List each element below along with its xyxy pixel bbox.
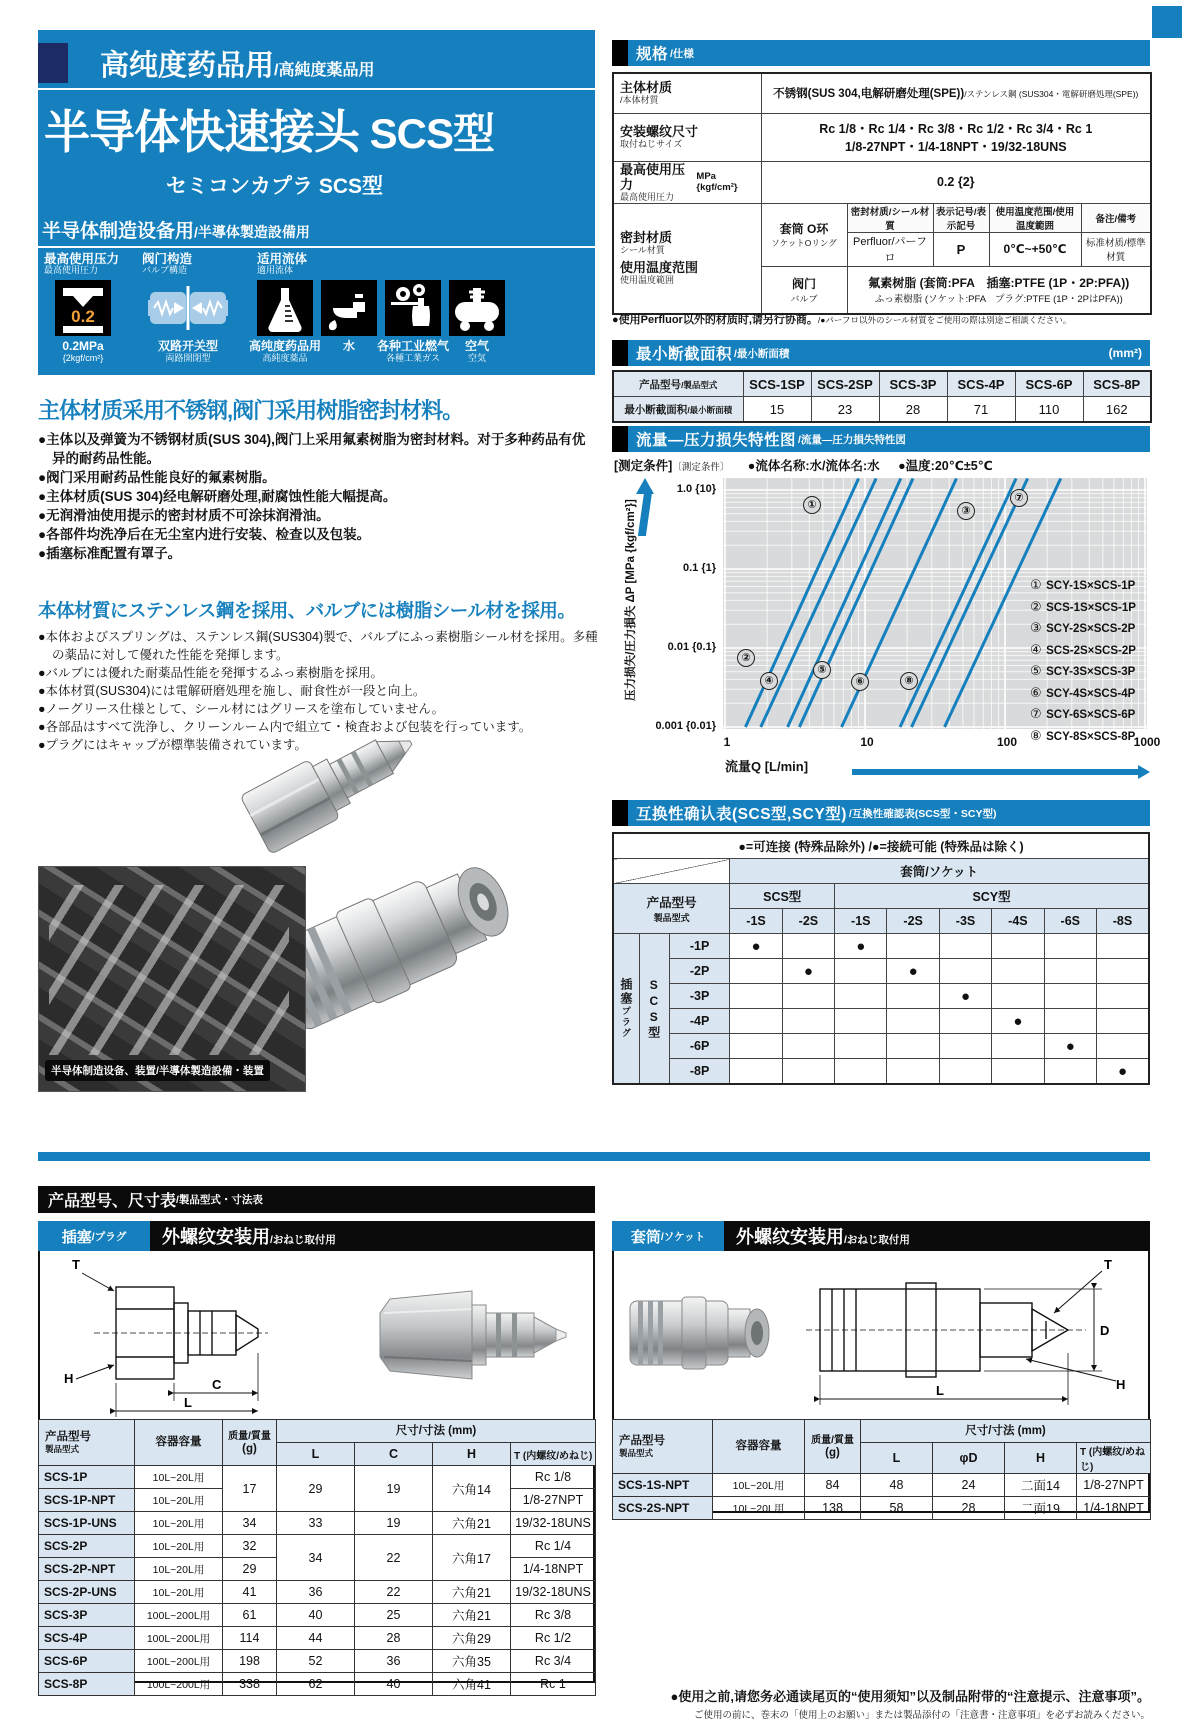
compat-cell — [835, 959, 887, 984]
min-area-value: 28 — [879, 397, 947, 423]
compat-cell — [730, 1059, 782, 1085]
compat-cell — [835, 1009, 887, 1034]
legend-item: ③ SCY-2S×SCS-2P — [1030, 620, 1136, 635]
feature-bullet: ●阀门采用耐药品性能良好的氟素树脂。 — [38, 470, 276, 485]
category-jp: /高純度薬品用 — [274, 62, 375, 79]
pressure-value-glyph: 0.2 — [71, 307, 95, 326]
table-row: SCS-2P-UNS 10L~20L用 41 36 22 六角21 19/32-18UNS — [39, 1581, 596, 1604]
compat-cell — [1096, 1034, 1149, 1059]
compat-cell — [887, 1059, 939, 1085]
socket-size-header: -4S — [992, 909, 1044, 934]
plug-dimension-drawing — [54, 1253, 364, 1421]
model-header: SCS-2SP — [811, 371, 879, 397]
plug-panel — [38, 1251, 595, 1692]
svg-text:C: C — [212, 1377, 222, 1392]
table-row: SCS-1S-NPT 10L~20L用 84 48 24 二面14 1/8-27NPT — [613, 1474, 1151, 1497]
series-marker: ① — [803, 496, 821, 514]
compat-cell — [939, 1009, 991, 1034]
compat-table — [612, 832, 1150, 1085]
col-header-D: φD — [933, 1443, 1005, 1474]
compat-cell — [1044, 1059, 1096, 1085]
feature-bullet: ●バルブには優れた耐薬品性能を発揮するふっ素樹脂を採用。 — [38, 666, 384, 680]
compat-cell — [939, 1034, 991, 1059]
icon-caption: 空气 空気 — [464, 339, 489, 363]
spec-value: 0.2 {2} — [761, 161, 1151, 203]
plug-heading: 外螺纹安装用/おねじ取付用 — [162, 1227, 336, 1247]
group-label-pressure: 最高使用压力 最高使用圧力 — [44, 252, 120, 275]
x-tick: 1 — [723, 735, 731, 749]
industrial-gas-icon — [385, 280, 441, 336]
compat-cell — [782, 984, 834, 1009]
col-header-T: T (内螺纹/めねじ) — [1077, 1443, 1151, 1474]
plug-dims-table — [38, 1419, 596, 1696]
svg-text:H: H — [64, 1371, 74, 1386]
chemical-flask-icon — [257, 280, 313, 336]
series-marker: ④ — [760, 672, 778, 690]
application-title: 半导体制造设备用/半導体製造設備用 — [42, 221, 310, 242]
compat-cell — [939, 1059, 991, 1085]
series-marker: ③ — [957, 502, 975, 520]
category-cn: 高纯度药品用 — [100, 50, 275, 82]
hero-panel — [38, 30, 595, 375]
series-marker: ⑤ — [813, 661, 831, 679]
compat-cell — [992, 1034, 1044, 1059]
x-tick: 1000 — [1133, 735, 1161, 749]
min-area-value: 110 — [1015, 397, 1083, 423]
compat-cell — [939, 934, 991, 959]
compat-cell — [1044, 1009, 1096, 1034]
model-header: SCS-8P — [1083, 371, 1151, 397]
min-area-value: 15 — [743, 397, 811, 423]
chart-x-axis-label: 流量Q [L/min] — [725, 759, 809, 774]
socket-panel — [612, 1251, 1150, 1516]
feature-bullet: ●插塞标准配置有罩子。 — [38, 546, 182, 561]
spec-valve-label: 阀门 バルブ — [761, 266, 847, 314]
spec-value: 标准材质/標準材質 — [1081, 232, 1151, 266]
series-marker: ⑧ — [900, 672, 918, 690]
compat-cell — [992, 934, 1044, 959]
table-row: SCS-2S-NPT 10L~20L用 138 58 28 二面19 1/4-18NPT — [613, 1497, 1151, 1520]
table-row: SCS-1P-NPT 10L~20L用 1/8-27NPT — [39, 1489, 596, 1512]
water-faucet-icon — [321, 280, 377, 336]
spec-row-label: 密封材质 シール材質 使用温度范围 使用温度範囲 — [613, 203, 761, 314]
compat-cell — [835, 984, 887, 1009]
x-axis-arrow-icon — [1138, 765, 1150, 779]
series-marker: ② — [737, 649, 755, 667]
col-header-dims: 尺寸/寸法 (mm) — [277, 1420, 596, 1443]
socket-subsection-header — [612, 1221, 1150, 1251]
spec-oring-label: 套筒 O环 ソケットOリング — [761, 203, 847, 266]
svg-text:T: T — [1104, 1257, 1112, 1272]
x-tick: 10 — [860, 735, 874, 749]
feature-bullet: ●各部件均洗净后在无尘室内进行安装、检查以及包装。 — [38, 527, 371, 542]
compat-cell — [782, 1034, 834, 1059]
compat-cell — [1044, 934, 1096, 959]
page-title: 半导体快速接头 SCS型 — [44, 106, 495, 158]
min-area-unit: (mm²) — [1108, 346, 1142, 360]
max-pressure-icon — [55, 280, 111, 336]
compat-cell — [782, 1009, 834, 1034]
compat-cell — [1096, 934, 1149, 959]
plug-size-label: -6P — [669, 1034, 729, 1059]
compat-cell: ● — [835, 934, 887, 959]
compat-note: ●=可连接 (特殊品除外) /●=接続可能 (特殊品は除く) — [613, 833, 1149, 859]
model-name: SCS型 — [359, 110, 495, 157]
feature-bullet: ●本体およびスプリングは、ステンレス鋼(SUS304)製で、バルブにふっ素樹脂シール材を採用。多種の薬品に対して優れた性能を発揮します。 — [38, 630, 598, 662]
min-area-section-header: 最小断截面积 /最小断面積 (mm²) — [612, 340, 1150, 366]
spec-value: 不锈钢(SUS 304,电解研磨处理(SPE))/ステンレス鋼 (SUS304・電解研磨処理(SPE)) — [761, 73, 1151, 113]
col-header-model: 产品型号 製品型式 — [613, 1420, 713, 1474]
compat-cell — [887, 984, 939, 1009]
col-header-capacity: 容器容量 — [135, 1420, 223, 1466]
feature-bullet: ●本体材質(SUS304)には電解研磨処理を施し、耐食性が一段と向上。 — [38, 684, 426, 698]
y-tick: 0.1 {1} — [682, 562, 716, 574]
compat-cell — [992, 1059, 1044, 1085]
min-area-value: 162 — [1083, 397, 1151, 423]
legend-item: ① SCY-1S×SCS-1P — [1030, 577, 1136, 592]
page-subtitle: セミコンカプラ SCS型 — [166, 175, 384, 198]
compat-cell — [730, 984, 782, 1009]
icon-caption: 水 — [342, 339, 355, 353]
col-header-T: T (内螺纹/めねじ) — [511, 1443, 596, 1466]
icon-caption: 高纯度药品用 高純度薬品 — [248, 339, 321, 363]
section-divider — [38, 1152, 1150, 1161]
table-row: SCS-4P 100L~200L用 114 44 28 六角29 Rc 1/2 — [39, 1627, 596, 1650]
divider — [38, 88, 595, 90]
legend-item: ⑧ SCY-8S×SCS-8P — [1030, 727, 1136, 743]
plug-vertical-label: 插塞プラグ — [613, 934, 639, 1085]
table-row: SCS-6P 100L~200L用 198 52 36 六角35 Rc 3/4 — [39, 1650, 596, 1673]
board-photo-caption: 半导体制造设备、装置/半導体製造設備・装置 — [45, 1060, 270, 1081]
table-row: SCS-1P 10L~20L用 17 29 19 六角14 Rc 1/8 — [39, 1466, 596, 1489]
valve-structure-icon — [148, 280, 228, 336]
compat-cell: ● — [782, 959, 834, 984]
compat-corner-cell — [613, 859, 730, 884]
spec-row-label: 最高使用压力 最高使用圧力 MPa {kgf/cm²} — [613, 161, 761, 203]
svg-text:T: T — [72, 1257, 80, 1272]
icon-caption: 双路开关型 両路開閉型 — [157, 339, 218, 363]
socket-size-header: -3S — [939, 909, 991, 934]
chart-section-header: 流量—压力损失特性图 /流量—圧力損失特性図 — [612, 426, 1150, 452]
min-area-row-label: 最小断截面积/最小断面積 — [613, 397, 743, 423]
spec-table — [612, 72, 1152, 315]
group-label-fluid: 适用流体 適用流体 — [257, 252, 308, 275]
compat-cell — [887, 934, 939, 959]
chart-conditions: [测定条件]〔測定条件〕 ●流体名称:水/流体名:水 ●温度:20℃±5℃ — [614, 459, 993, 473]
plug-size-label: -3P — [669, 984, 729, 1009]
chart-y-axis-label: 压力损失/圧力損失 ΔP [MPa {kgf/cm²}] — [625, 499, 637, 701]
svg-text:L: L — [936, 1383, 944, 1398]
features-list-cn — [38, 430, 598, 563]
icon-caption: 0.2MPa {2kgf/cm²} — [62, 339, 104, 363]
model-header: SCS-6P — [1015, 371, 1083, 397]
model-header: SCS-1SP — [743, 371, 811, 397]
compat-cell — [1044, 984, 1096, 1009]
socket-heading: 外螺纹安装用/おねじ取付用 — [736, 1227, 910, 1247]
spec-row-label: 安装螺纹尺寸 取付ねじサイズ — [613, 113, 761, 161]
col-header-H: H — [1005, 1443, 1077, 1474]
compat-cell: ● — [1044, 1034, 1096, 1059]
feature-bullet: ●ノーグリース仕様として、シール材にはグリースを塗布していません。 — [38, 702, 445, 716]
plug-size-label: -8P — [669, 1059, 729, 1085]
y-tick: 1.0 {10} — [676, 483, 716, 495]
col-header-mass: 质量/質量 (g) — [805, 1420, 861, 1474]
spec-subheader: 密封材质/シール材質 — [847, 203, 933, 232]
compat-cell — [992, 984, 1044, 1009]
legend-item: ④ SCS-2S×SCS-2P — [1030, 641, 1136, 657]
compat-cell — [887, 1034, 939, 1059]
semiconductor-board-photo — [38, 866, 306, 1092]
icon-caption: 各种工业燃气 各種工業ガス — [376, 339, 449, 363]
spec-value: 氟素树脂 (套筒:PFA 插塞:PTFE (1P・2P:PFA)) ふっ素樹脂 (ソケット:PFA プラグ:PTFE (1P・2PはPFA)) — [847, 266, 1151, 314]
plug-photo — [376, 1269, 576, 1399]
plug-size-label: -1P — [669, 934, 729, 959]
navy-accent-block — [38, 43, 68, 83]
socket-header: 套筒/ソケット — [730, 859, 1149, 884]
scs-series-vertical-label: SCS型 — [639, 934, 669, 1085]
spec-subheader: 备注/備考 — [1081, 203, 1151, 232]
feature-bullet: ●主体材质(SUS 304)经电解研磨处理,耐腐蚀性能大幅提高。 — [38, 489, 397, 504]
compat-cell — [1096, 984, 1149, 1009]
table-row: SCS-3P 100L~200L用 61 40 25 六角21 Rc 3/8 — [39, 1604, 596, 1627]
socket-size-header: -1S — [835, 909, 887, 934]
chart-legend — [1030, 575, 1136, 747]
socket-size-header: -8S — [1096, 909, 1149, 934]
col-header-dims: 尺寸/寸法 (mm) — [861, 1420, 1151, 1443]
table-row: SCS-8P 100L~200L用 338 62 40 六角41 Rc 1 — [39, 1673, 596, 1696]
socket-dims-table — [612, 1419, 1151, 1520]
compat-cell — [835, 1059, 887, 1085]
table-row: SCS-2P-NPT 10L~20L用 29 1/4-18NPT — [39, 1558, 596, 1581]
category-title — [100, 43, 374, 84]
scs-type-header: SCS型 — [730, 884, 835, 909]
compat-cell — [1096, 1009, 1149, 1034]
socket-dimension-drawing — [786, 1253, 1146, 1419]
compat-cell — [1096, 959, 1149, 984]
compat-cell: ● — [1096, 1059, 1149, 1085]
socket-size-header: -6S — [1044, 909, 1096, 934]
socket-size-header: -2S — [782, 909, 834, 934]
spec-value: Perfluor/パーフロ — [847, 232, 933, 266]
table-row: SCS-1P-UNS 10L~20L用 34 33 19 六角21 19/32-18UNS — [39, 1512, 596, 1535]
compat-cell — [782, 934, 834, 959]
air-compressor-icon — [449, 280, 505, 336]
model-header: SCS-3P — [879, 371, 947, 397]
svg-text:L: L — [184, 1395, 192, 1410]
plug-size-label: -4P — [669, 1009, 729, 1034]
spec-footnote: ●使用Perfluor以外的材质时,请另行协商。/●パーフロ以外のシール材質をご使用の際は別途ご相談ください。 — [612, 314, 1072, 326]
board-chip-pattern — [49, 885, 289, 1055]
x-tick: 100 — [996, 735, 1018, 749]
compat-cell — [992, 959, 1044, 984]
feature-bullet: ●无润滑油使用提示的密封材质不可涂抹润滑油。 — [38, 508, 330, 523]
svg-text:D: D — [1100, 1323, 1110, 1338]
table-row: SCS-2P 10L~20L用 32 34 22 六角17 Rc 1/4 — [39, 1535, 596, 1558]
legend-item: ② SCS-1S×SCS-1P — [1030, 598, 1136, 614]
min-area-table — [612, 370, 1152, 423]
plug-tag: 插塞 /プラグ — [38, 1221, 150, 1251]
spec-value: Rc 1/8・Rc 1/4・Rc 3/8・Rc 1/2・Rc 3/4・Rc 1 1/8-27NPT・1/4-18NPT・19/32-18UNS — [761, 113, 1151, 161]
col-header-capacity: 容器容量 — [713, 1420, 805, 1474]
scy-type-header: SCY型 — [835, 884, 1149, 909]
legend-item: ⑥ SCY-4S×SCS-4P — [1030, 684, 1136, 700]
plug-size-label: -2P — [669, 959, 729, 984]
spec-value: P — [933, 232, 989, 266]
features-headline-jp: 本体材質にステンレス鋼を採用、バルブには樹脂シール材を採用。 — [38, 600, 576, 621]
min-area-value: 71 — [947, 397, 1015, 423]
feature-bullet: ●各部品はすべて洗浄し、クリーンルーム内で組立て・検査および包装を行っています。 — [38, 720, 532, 734]
feature-bullet: ●主体以及弹簧为不锈钢材质(SUS 304),阀门上采用氟素树脂为密封材料。对于多种药品有优异的耐药品性能。 — [38, 432, 586, 466]
compat-cell: ● — [887, 959, 939, 984]
compat-cell — [730, 1009, 782, 1034]
compat-cell — [835, 1034, 887, 1059]
usage-notice: ●使用之前,请您务必通读尾页的“使用须知”以及制品附带的“注意提示、注意事项”。 ご使用の前に、巻末の「使用上のお願い」または製品添付の「注意書・注意事項」を必ずお読みください。 — [670, 1689, 1150, 1721]
model-header: SCS-4P — [947, 371, 1015, 397]
features-headline-cn: 主体材质采用不锈钢,阀门采用树脂密封材料。 — [38, 398, 464, 423]
col-header-L: L — [277, 1443, 355, 1466]
spec-subheader: 使用温度范围/使用温度範囲 — [989, 203, 1081, 232]
compat-model-header: 产品型号 製品型式 — [613, 884, 730, 934]
compat-cell: ● — [992, 1009, 1044, 1034]
legend-item: ⑤ SCY-3S×SCS-3P — [1030, 663, 1136, 678]
compat-cell — [939, 959, 991, 984]
min-area-col-label: 产品型号/製品型式 — [613, 371, 743, 397]
socket-size-header: -2S — [887, 909, 939, 934]
plug-subsection-header — [38, 1221, 595, 1251]
svg-text:H: H — [1116, 1377, 1126, 1392]
compat-section-header: 互换性确认表(SCS型,SCY型) /互換性確認表(SCS型・SCY型) — [612, 800, 1150, 826]
col-header-L: L — [861, 1443, 933, 1474]
compat-cell — [782, 1059, 834, 1085]
divider — [38, 246, 595, 248]
x-axis-arrow-tail — [852, 769, 1140, 775]
legend-item: ⑦ SCY-6S×SCS-6P — [1030, 706, 1136, 721]
compat-cell — [730, 959, 782, 984]
compat-cell — [887, 1009, 939, 1034]
series-marker: ⑥ — [851, 673, 869, 691]
col-header-C: C — [355, 1443, 433, 1466]
socket-tag: 套筒 /ソケット — [612, 1221, 724, 1251]
page-edge-tab — [1152, 6, 1182, 38]
spec-section-header: 规格 /仕様 — [612, 40, 1150, 66]
y-axis-arrow-tail — [638, 492, 652, 536]
spec-value: 0℃~+50℃ — [989, 232, 1081, 266]
group-label-valve: 阀门构造 バルブ構造 — [142, 252, 193, 275]
spec-row-label: 主体材质 /本体材質 — [613, 73, 761, 113]
spec-subheader: 表示记号/表示記号 — [933, 203, 989, 232]
col-header-model: 产品型号 製品型式 — [39, 1420, 135, 1466]
y-tick: 0.001 {0.01} — [655, 720, 716, 732]
compat-cell: ● — [730, 934, 782, 959]
compat-cell — [730, 1034, 782, 1059]
compat-cell — [1044, 959, 1096, 984]
feature-bullet: ●プラグにはキャップが標準装備されています。 — [38, 738, 308, 752]
series-marker: ⑦ — [1010, 489, 1028, 507]
min-area-value: 23 — [811, 397, 879, 423]
dims-section-header: 产品型号、尺寸表 /製品型式・寸法表 — [38, 1186, 595, 1213]
socket-photo — [622, 1273, 782, 1393]
compat-cell: ● — [939, 984, 991, 1009]
col-header-H: H — [433, 1443, 511, 1466]
col-header-mass: 质量/質量 (g) — [223, 1420, 277, 1466]
socket-size-header: -1S — [730, 909, 782, 934]
y-tick: 0.01 {0.1} — [667, 641, 716, 653]
